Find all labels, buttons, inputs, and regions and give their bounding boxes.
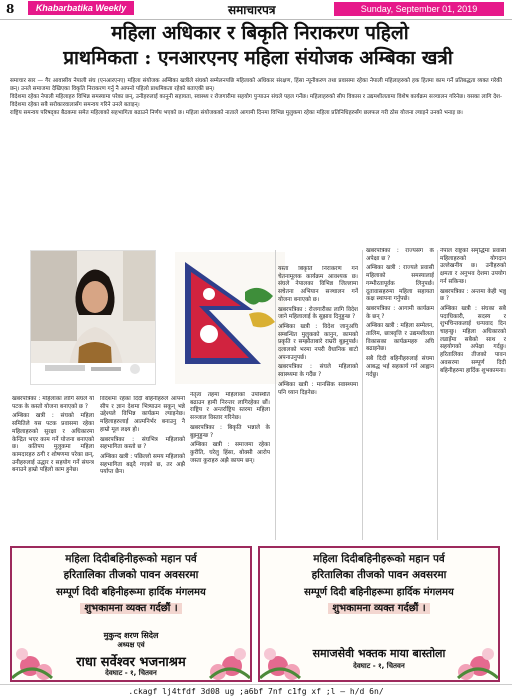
flower-icon <box>12 620 72 680</box>
nepal-flag-image <box>175 252 285 384</box>
column-divider <box>275 250 276 540</box>
column-paragraph: नेतृत्व तहमा महिलाको उपस्थिति बढाउन हामी निरन्तर लागिरहेका छौं। राष्ट्रिय र अन्तर्राष्ट्रिय स्तरमा महिला सञ्जाल विस्तार गरिनेछ। <box>190 392 270 422</box>
column-paragraph: खबरपत्रिका : संघभित्र महिलाको सहभागिता कस्तो छ ? <box>100 436 185 451</box>
ad-sender-name: राधा सर्वेश्वर भजनाश्रम <box>76 655 186 670</box>
article-column <box>366 248 434 538</box>
ad-sender-address: देवघाट - १, चितवन <box>353 662 405 670</box>
ad-line: महिला दिदीबहिनीहरूको महान पर्व <box>65 553 197 565</box>
column-paragraph: अम्बिका खत्री : संघको महिला समितिले यस पटक प्रवासमा रहेका महिलाहरुको सुरक्षा र अधिकारमा केन्द्रित भएर काम गर्ने योजना बनाएको छ। कतिपय मुलुकमा महिला कामदारहरु ठगी र शोषणमा परेका छन्, उनीहरुलाई उद्धार र सहयोग गर्ने संयन्त्र बनाउने हाम्रो पहिलो काम हुनेछ। <box>12 413 94 474</box>
article-column <box>190 392 270 538</box>
portrait-photo <box>30 250 156 385</box>
flower-icon <box>438 620 498 680</box>
dateline: Sunday, September 01, 2019 <box>334 2 504 16</box>
article-column <box>100 396 185 536</box>
column-paragraph: खबरपत्रिका : अन्तमा केही भन्नु छ ? <box>440 288 506 303</box>
ad-highlight: शुभकामना व्यक्त गर्दछौं । <box>328 603 429 614</box>
ad-sender-address: देवघाट - १, चितवन <box>105 669 157 677</box>
column-paragraph: अम्बिका खत्री : पछिल्लो समय महिलाको सहभागिता बढ्दै गएको छ, तर अझै पर्याप्त छैन। <box>100 453 185 476</box>
greeting-ad-left <box>10 546 252 682</box>
column-divider <box>362 250 363 540</box>
ad-sender-role: अध्यक्ष एवं <box>117 641 145 649</box>
intro-paragraph: समाचार सार — गैर आवासीय नेपाली संघ (एनआरएनए) महिला संयोजक अम्बिका खत्रीले संघको सम्मेलनपछि महिलाको अधिकार संरक्षण, हिंसा न्यूनीकरण तथा प्रवासमा रहेका नेपाली महिलाहरुको हक हितमा काम गर्ने प्रतिबद्धता व्यक्त गरेकी छन्। उनले समाजमा देखिएका विकृति निराकरण गर्नु नै आफ्नो पहिलो प्राथमिकता रहेको बताएकी छन्। <box>10 78 502 92</box>
ad-line: हरितालिका तीजको पावन अवसरमा <box>311 569 447 581</box>
portrait-illustration <box>31 251 156 385</box>
column-paragraph: सबै दिदी बहिनीहरुलाई संघमा आबद्ध भई सहकार्य गर्न आह्वान गर्दछु। <box>366 356 434 378</box>
column-paragraph: अम्बिका खत्री : विदेश जानुअघि सम्बन्धित मुलुकको कानुन, कामको प्रकृति र सम्झौताबारे राम्ररी बुझ्नुपर्छ। दलालको भरमा नपरी वैधानिक बाटो अपनाउनुपर्छ। <box>278 323 358 361</box>
column-paragraph: खबरपत्रिका : आगामी कार्यक्रम के छन् ? <box>366 305 434 320</box>
headline-line1: महिला अधिकार र बिकृति निराकरण पहिलो <box>111 22 409 44</box>
intro-paragraph: विदेशमा रहेका नेपाली महिलाहरु विभिन्न समस्यामा परेका छन्, उनीहरुलाई कानुनी सहायता, स्वास्थ्य र रोजगारीमा सहयोग पुर्‍याउन संघले पहल गर्नेछ। महिलाहरुको सीप विकास र उद्यमशीलतामा विशेष कार्यक्रम सञ्चालन गरिनेछ। यसका लागि देश-विदेशमा रहेका सबै सरोकारवालासँग समन्वय गरिने उनले बताइन्। <box>10 94 502 108</box>
column-paragraph: अम्बिका खत्री : महिला सम्मेलन, तालिम, छात्रवृत्ति र उद्यमशीलता विकासका कार्यक्रमहरु अघि बढाइनेछ। <box>366 323 434 353</box>
article-column <box>12 396 94 536</box>
ad-highlight: शुभकामना व्यक्त गर्दछौं । <box>80 603 181 614</box>
intro-text <box>10 78 502 119</box>
column-paragraph: अम्बिका खत्री : समाजमा रहेका कुरीति, घरेलु हिंसा, बोक्सी आरोप जस्ता कुराहरु अझै कायम छन्। <box>190 442 270 464</box>
ad-line: सम्पूर्ण दिदी बहिनीहरूमा हार्दिक मंगलमय <box>304 587 454 598</box>
ad-line <box>260 600 498 614</box>
ad-sender-name: समाजसेवी भक्तक माया बास्तोला <box>312 647 446 660</box>
intro-paragraph: राष्ट्रिय समन्वय परिषद्का बैठकमा समेत महिलाको सहभागिता बढाउने निर्णय भएको छ। महिला संयोजकको नाताले आगामी दिनमा विभिन्न मुलुकमा रहेका महिला प्रतिनिधिहरुसँग छलफल गरी ठोस योजना ल्याइने उनको भनाइ छ। <box>10 110 463 117</box>
column-paragraph: खबरपत्रिका : बिकृति भन्नाले के बुझ्नुहुन्छ ? <box>190 424 270 439</box>
column-paragraph: अम्बिका खत्री : राज्यले प्रवासी महिलाको समस्यालाई गम्भीरतापूर्वक लिनुपर्छ। दूतावासहरुमा महिला सहायता कक्ष स्थापना गर्नुपर्छ। <box>366 265 434 303</box>
brand-english: Khabarbatika Weekly <box>28 1 134 15</box>
column-paragraph: खबरपत्रिका : रोजगारीका लागि विदेश जाने महिलालाई के सुझाव दिनुहुन्छ ? <box>278 306 358 321</box>
page-footer: .ckagf lj4tfdf 3d08 ug ;a6bf 7nf c1fg xf ;l – h/d 6n/ <box>0 684 512 700</box>
ad-sender-person: मुकुन्द शरण सिदेल <box>103 630 159 640</box>
ad-line: महिला दिदीबहिनीहरूको महान पर्व <box>313 553 445 565</box>
column-paragraph: खबरपत्रिका : राज्यसँग के अपेक्षा छ ? <box>366 248 434 262</box>
column-divider <box>437 250 438 540</box>
ad-line: सम्पूर्ण दिदी बहिनीहरूमा हार्दिक मंगलमय <box>56 587 206 598</box>
column-paragraph: खबरपत्रिका : महिलाका लागि संघले यो पटक के कस्तो योजना बनाएको छ ? <box>12 396 94 410</box>
column-paragraph: अम्बिका खत्री : संघका सबै पदाधिकारी, सदस्य र शुभचिन्तकलाई धन्यवाद दिन चाहन्छु। महिला अधिकारको लडाइँमा सबैको साथ र सहयोगको अपेक्षा गर्दछु। हरितालिका तीजको पावन अवसरमा सम्पूर्ण दिदी बहिनीहरुमा हार्दिक शुभकामना। <box>440 305 506 374</box>
column-paragraph: अम्बिका खत्री : मानसिक स्वास्थ्यमा पनि ध्यान दिइनेछ। <box>278 381 358 396</box>
ad-line <box>12 600 250 614</box>
masthead <box>0 0 512 20</box>
flower-icon <box>190 620 250 680</box>
column-paragraph: खबरपत्रिका : संघले महिलाको स्वास्थ्यमा के गर्दैछ ? <box>278 364 358 379</box>
column-paragraph: विदेशमा रहेका दिदी बहिनीहरुले आफ्नो सीप र ज्ञान देशमा भित्र्याउन सकून् भन्ने उद्देश्यले विभिन्न कार्यक्रम ल्याइनेछ। महिलाहरुलाई आत्मनिर्भर बनाउनु नै हाम्रो मूल लक्ष्य हो। <box>100 396 185 433</box>
flag-icon <box>175 252 285 384</box>
column-paragraph: नेपाल राष्ट्रको समृद्धिमा प्रवासी महिलाहरुको योगदान उल्लेखनीय छ। उनीहरुको क्षमता र अनुभव देशमा उपयोग गर्न सकिन्छ। <box>440 248 506 285</box>
ad-line: हरितालिका तीजको पावन अवसरमा <box>63 569 199 581</box>
article-column <box>440 248 506 538</box>
flower-icon <box>260 620 320 680</box>
brand-hindi: समाचारपत्र <box>228 3 276 17</box>
article-column <box>278 266 358 538</box>
column-paragraph: यस्ता बिकृति निराकरण गर्न चेतनामूलक कार्यक्रम आवश्यक छ। संघले नेपालका विभिन्न जिल्लामा सचेतना अभियान सञ्चालन गर्ने योजना बनाएको छ। <box>278 266 358 303</box>
headline-line2: प्राथमिकता : एनआरएनए महिला संयोजक अम्बिका खत्री <box>63 47 453 69</box>
greeting-ad-right <box>258 546 500 682</box>
page-number: 8 <box>6 2 15 16</box>
